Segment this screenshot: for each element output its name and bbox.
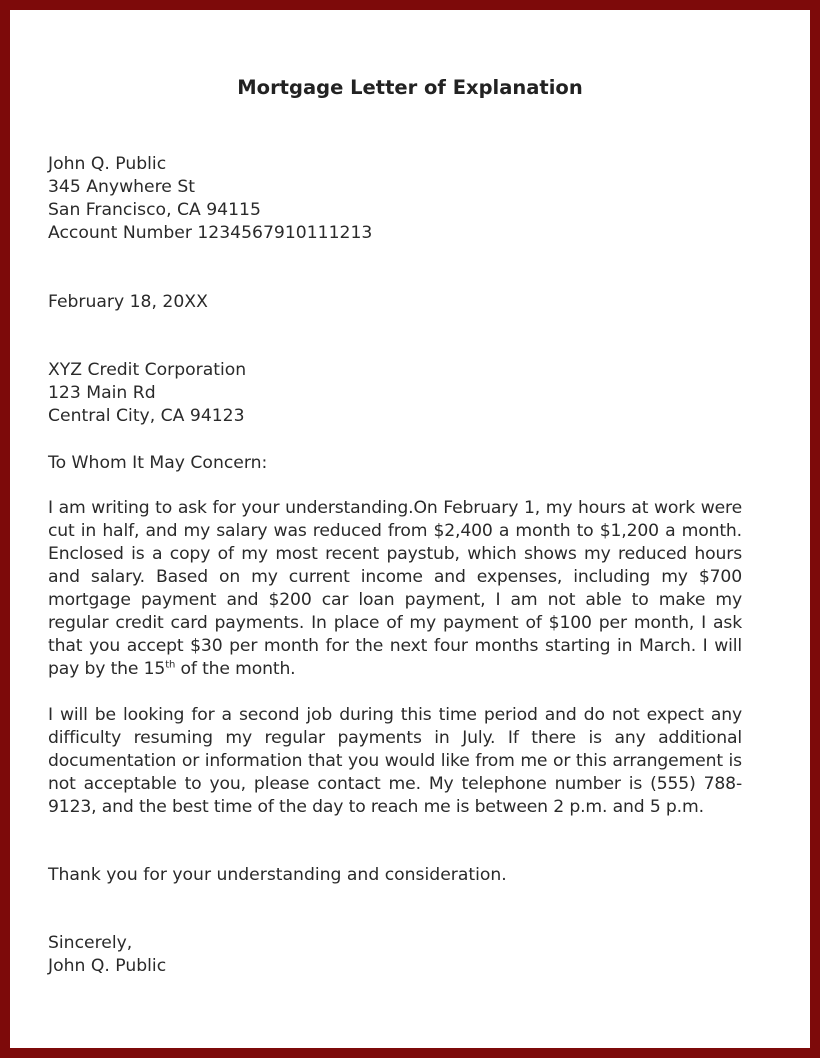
salutation: To Whom It May Concern: [48, 453, 268, 473]
body-paragraph-1 [48, 497, 742, 681]
body-paragraph-3: Thank you for your understanding and consideration. [48, 865, 507, 885]
sender-account-number: Account Number 1234567910111213 [48, 223, 373, 243]
closing: Sincerely, [48, 933, 133, 953]
recipient-company: XYZ Credit Corporation [48, 360, 247, 380]
recipient-city: Central City, CA 94123 [48, 406, 245, 426]
ordinal-superscript: th [165, 659, 176, 671]
letter-title: Mortgage Letter of Explanation [237, 76, 583, 99]
body-paragraph-2: I will be looking for a second job during this time period and do not expect any difficulty resuming my regular payments in July. If there is any additional documentation or information that you would like from me or this arrangement is not acceptable to you, please contact me. My telephone number is (555) 788-9123, and the best time of the day to reach me is between 2 p.m. and 5 p.m. [48, 705, 742, 817]
sender-name: John Q. Public [48, 154, 167, 174]
sender-address [48, 153, 742, 245]
recipient-address [48, 359, 742, 428]
signature-name: John Q. Public [48, 956, 167, 976]
sender-city: San Francisco, CA 94115 [48, 200, 261, 220]
closing-block [48, 932, 742, 978]
paragraph-1-text: I am writing to ask for your understanding.On February 1, my hours at work were cut in half, and my salary was reduced from $2,400 a month to $1,200 a month. Enclosed is a copy of my most recent paystub, which shows my reduced hours and salary. Based on my current income and expenses, including my $700 mortgage payment and $200 car loan payment, I am not able to make my regular credit card payments. In place of my payment of $100 per month, I ask that you accept $30 per month for the next four months starting in March. I will pay by the 15 [48, 498, 742, 679]
recipient-street: 123 Main Rd [48, 383, 156, 403]
letter-date: February 18, 20XX [48, 292, 208, 312]
sender-street: 345 Anywhere St [48, 177, 195, 197]
paragraph-1-text-end: of the month. [175, 659, 296, 679]
